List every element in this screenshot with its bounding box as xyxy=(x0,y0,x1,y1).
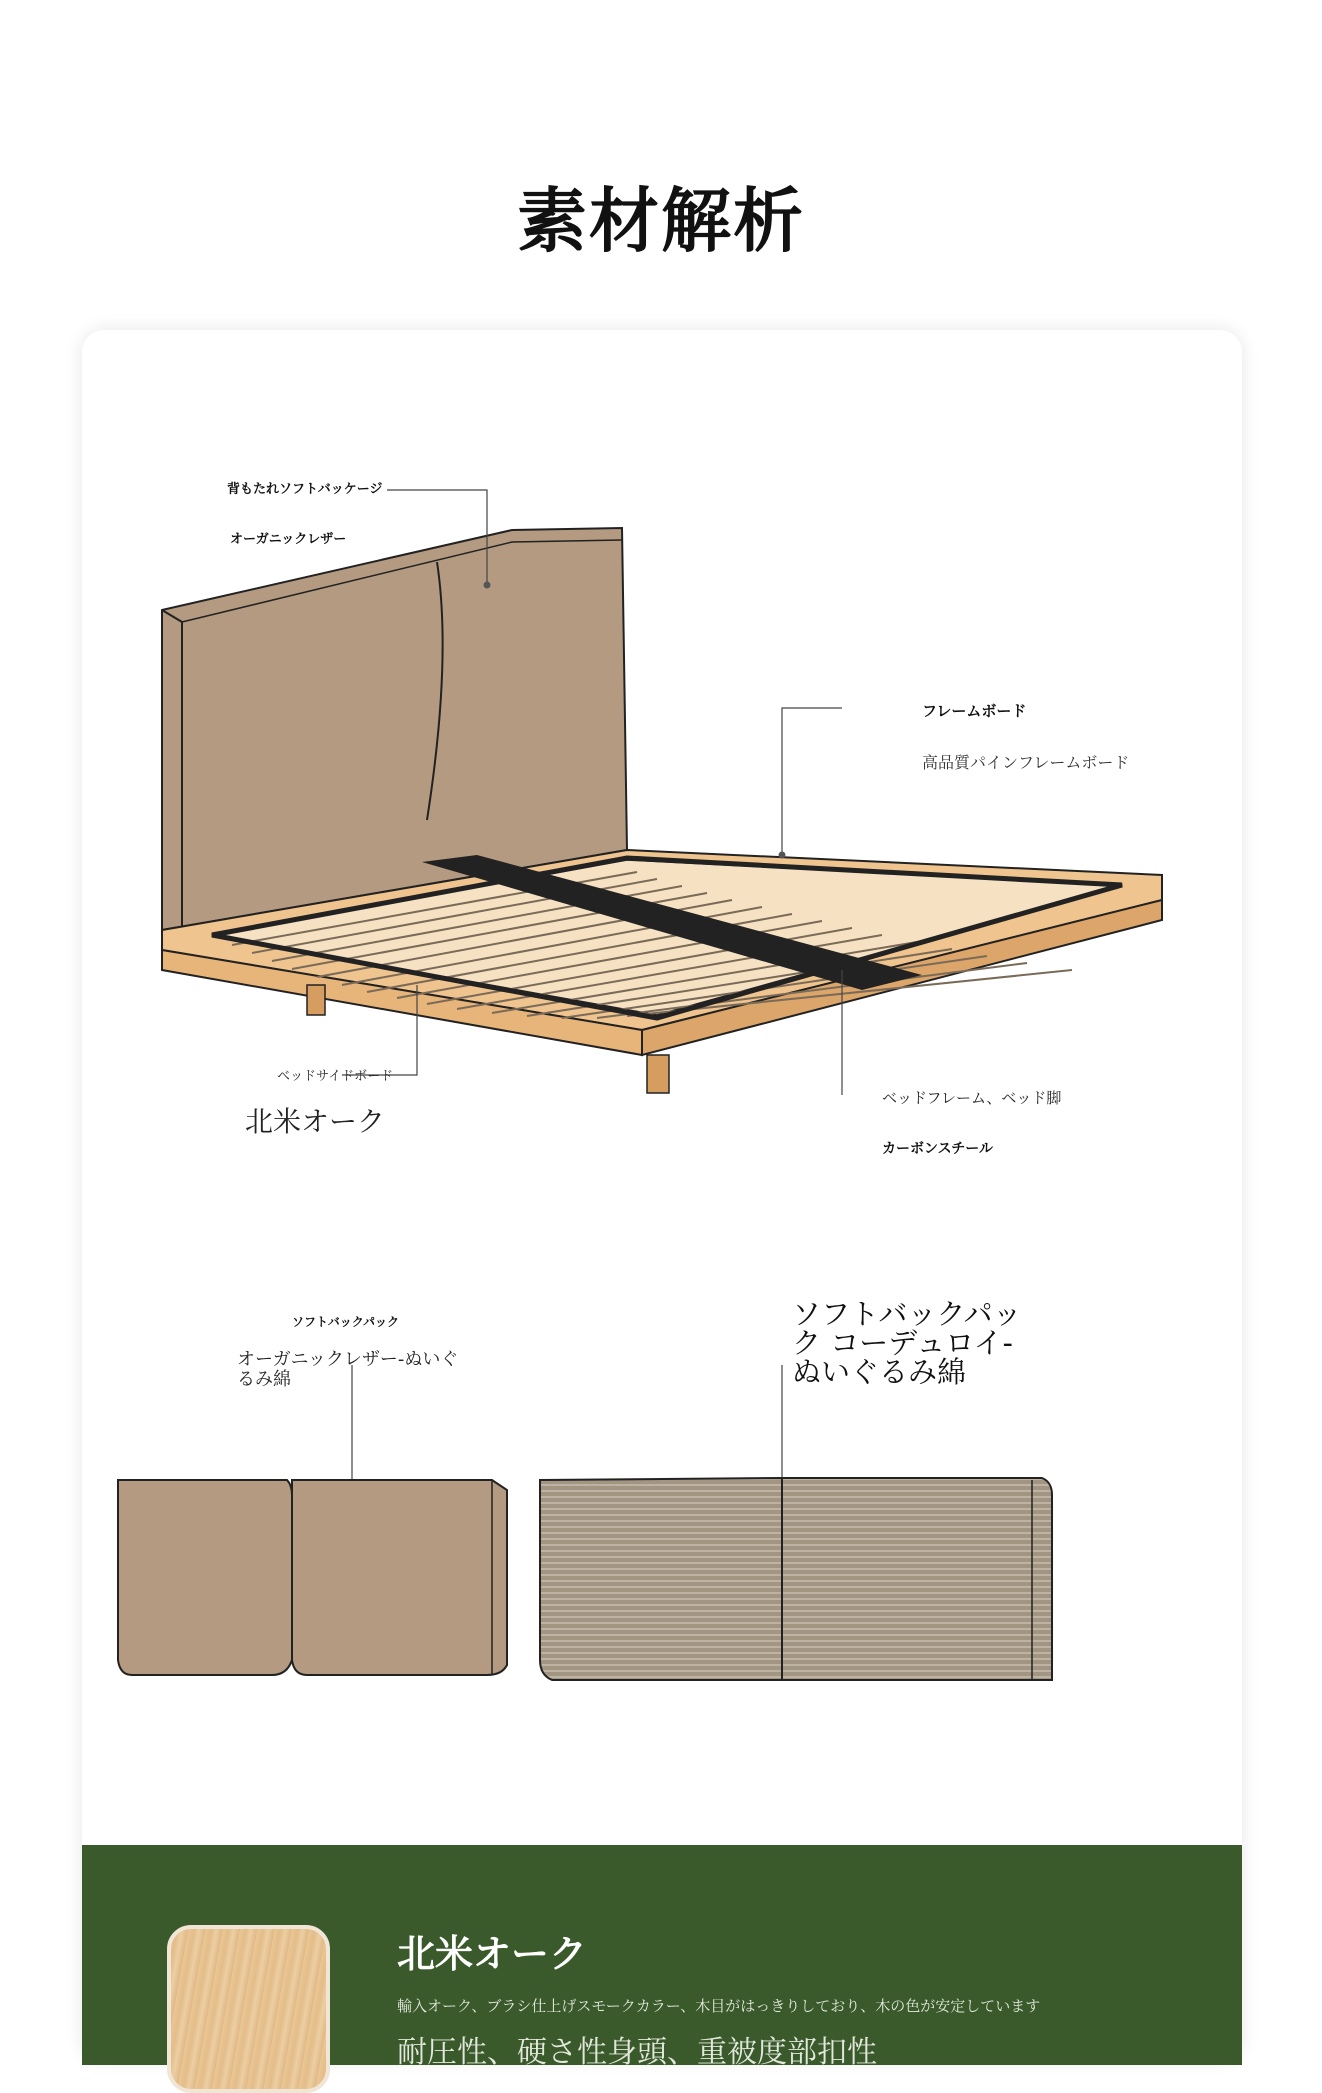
backrest-material: オーガニックレザー xyxy=(230,532,347,547)
material-description-cutoff: 耐圧性、硬さ性身頭、重被度部扣性 xyxy=(397,2035,877,2070)
left-cushion-title: ソフトバックパック xyxy=(292,1315,400,1329)
frame-title: ベッドフレーム、ベッド脚 xyxy=(882,1089,1062,1107)
material-section xyxy=(82,1845,1242,2070)
oak-swatch xyxy=(167,1925,330,2093)
material-card xyxy=(82,330,1242,2060)
frameboard-title: フレームボード xyxy=(922,702,1027,720)
right-cushion-title: ソフトバックパック コーデュロイ-ぬいぐるみ綿 xyxy=(792,1297,1022,1389)
page-title: 素材解析 xyxy=(517,180,805,262)
material-title: 北米オーク xyxy=(397,1932,588,1976)
sideboard-title: ベッドサイドボード xyxy=(277,1069,394,1084)
left-cushion-material: オーガニックレザー-ぬいぐるみ綿 xyxy=(237,1349,459,1390)
frameboard-material: 高品質パインフレームボード xyxy=(922,753,1130,772)
frame-material: カーボンスチール xyxy=(882,1141,994,1157)
backrest-title: 背もたれソフトバッケージ xyxy=(227,482,383,497)
material-description: 輸入オーク、ブラシ仕上げスモークカラー、木目がはっきりしており、木の色が安定しています xyxy=(397,1997,1041,2015)
sideboard-material: 北米オーク xyxy=(245,1105,386,1138)
bed-illustration xyxy=(82,330,1242,2060)
